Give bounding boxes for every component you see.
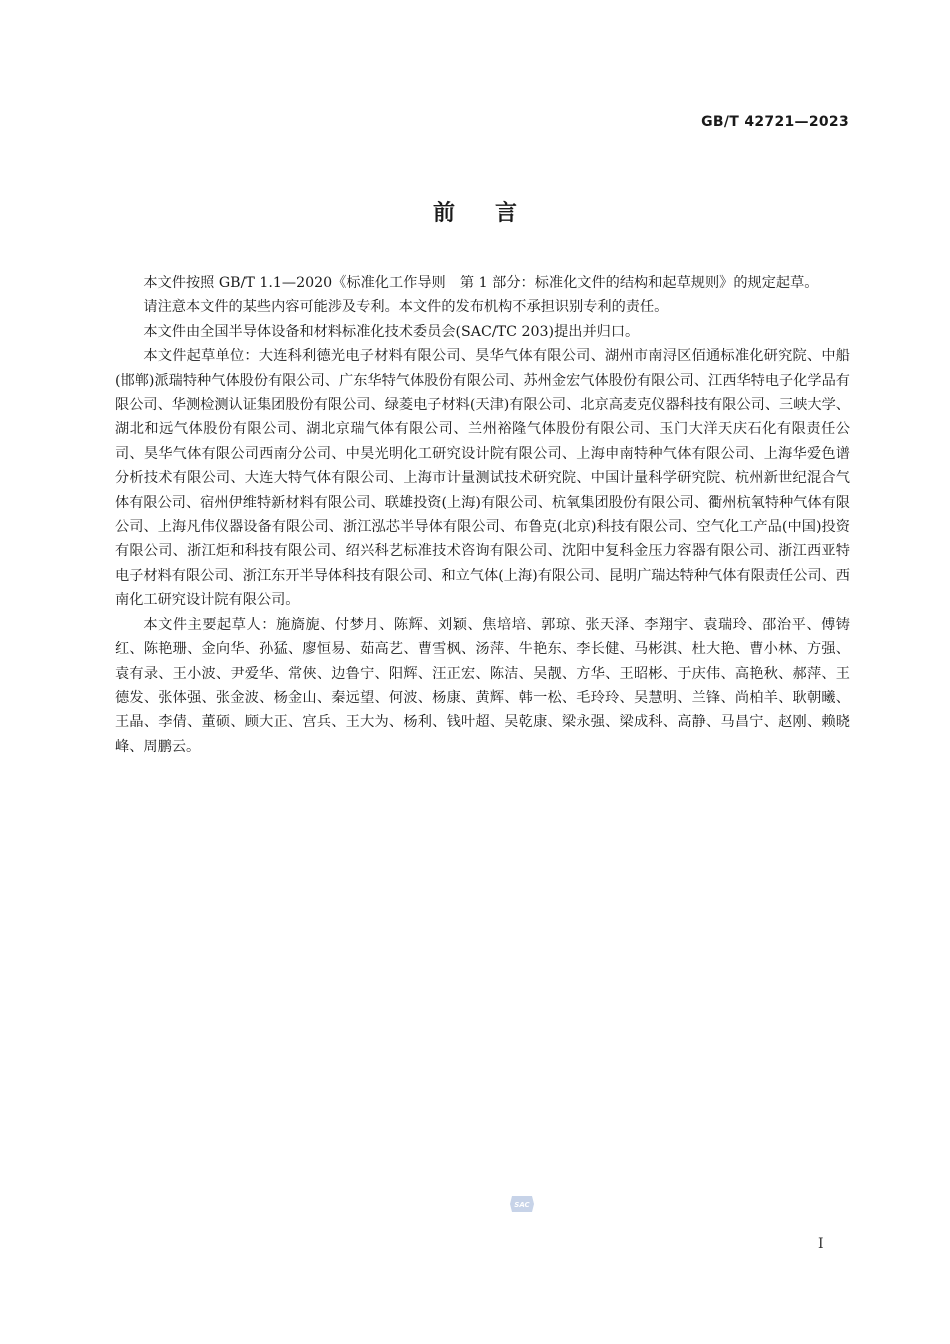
sac-logo-watermark	[508, 1193, 536, 1215]
paragraph-drafting-rules: 本文件按照 GB/T 1.1—2020《标准化工作导则 第 1 部分：标准化文件的结构和起草规则》的规定起草。	[143, 275, 819, 291]
paragraph-committee: 本文件由全国半导体设备和材料标准化技术委员会(SAC/TC 203)提出并归口。	[143, 323, 640, 340]
paragraph-drafting-units: 本文件起草单位：大连科利德光电子材料有限公司、昊华气体有限公司、湖州市南浔区佰通标准化研究院、中船(邯郸)派瑞特种气体股份有限公司、广东华特气体股份有限公司、苏州金宏气体股份有限公司、江西华特电子化学品有限公司、华测检测认证集团股份有限公司、绿菱电子材料(天津)有限公司、北京高麦克仪器科技有限公司、三峡大学、湖北和远气体股份有限公司、湖北京瑞气体有限公司、兰州裕隆气体股份有限公司、玉门大洋天庆石化有限责任公司、昊华气体有限公司西南分公司、中昊光明化工研究设计院有限公司、上海申南特种气体有限公司、上海华爱色谱分析技术有限公司、大连大特气体有限公司、上海市计量测试技术研究院、中国计量科学研究院、杭州新世纪混合气体有限公司、宿州伊维特新材料有限公司、联雄投资(上海)有限公司、杭氧集团股份有限公司、衢州杭氧特种气体有限公司、上海凡伟仪器设备有限公司、浙江泓芯半导体有限公司、布鲁克(北京)科技有限公司、空气化工产品(中国)投资有限公司、浙江炬和科技有限公司、绍兴科艺标准技术咨询有限公司、沈阳中复科金压力容器有限公司、浙江西亚特电子材料有限公司、浙江东开半导体科技有限公司、和立气体(上海)有限公司、昆明广瑞达特种气体有限责任公司、西南化工研究设计院有限公司。	[115, 348, 850, 609]
page-number: I	[818, 1236, 824, 1252]
svg-text:SAC: SAC	[514, 1201, 530, 1209]
paragraph-patent-notice: 请注意本文件的某些内容可能涉及专利。本文件的发布机构不承担识别专利的责任。	[143, 299, 669, 316]
paragraph-drafters: 本文件主要起草人：施旖旎、付梦月、陈辉、刘颖、焦培培、郭琼、张天泽、李翔宇、袁瑞玲、邵治平、傅铸红、陈艳珊、金向华、孙猛、廖恒易、茹高艺、曹雪枫、汤萍、牛艳东、李长健、马彬淇、杜大艳、曹小林、方强、袁有录、王小波、尹爱华、常俠、边鲁宁、阳辉、汪正宏、陈洁、吴靓、方华、王昭彬、于庆伟、高艳秋、郝萍、王德发、张体强、张金波、杨金山、秦远望、何波、杨康、黄辉、韩一松、毛玲玲、吴慧明、兰锋、尚柏羊、耿朝曦、王晶、李倩、董硕、顾大正、宫兵、王大为、杨利、钱叶超、吴乾康、梁永强、梁成科、高静、马昌宁、赵刚、赖晓峰、周鹏云。	[115, 616, 850, 755]
page-title: 前言	[432, 201, 557, 226]
foreword-body	[115, 271, 850, 759]
standard-number: GB/T 42721—2023	[701, 114, 849, 130]
